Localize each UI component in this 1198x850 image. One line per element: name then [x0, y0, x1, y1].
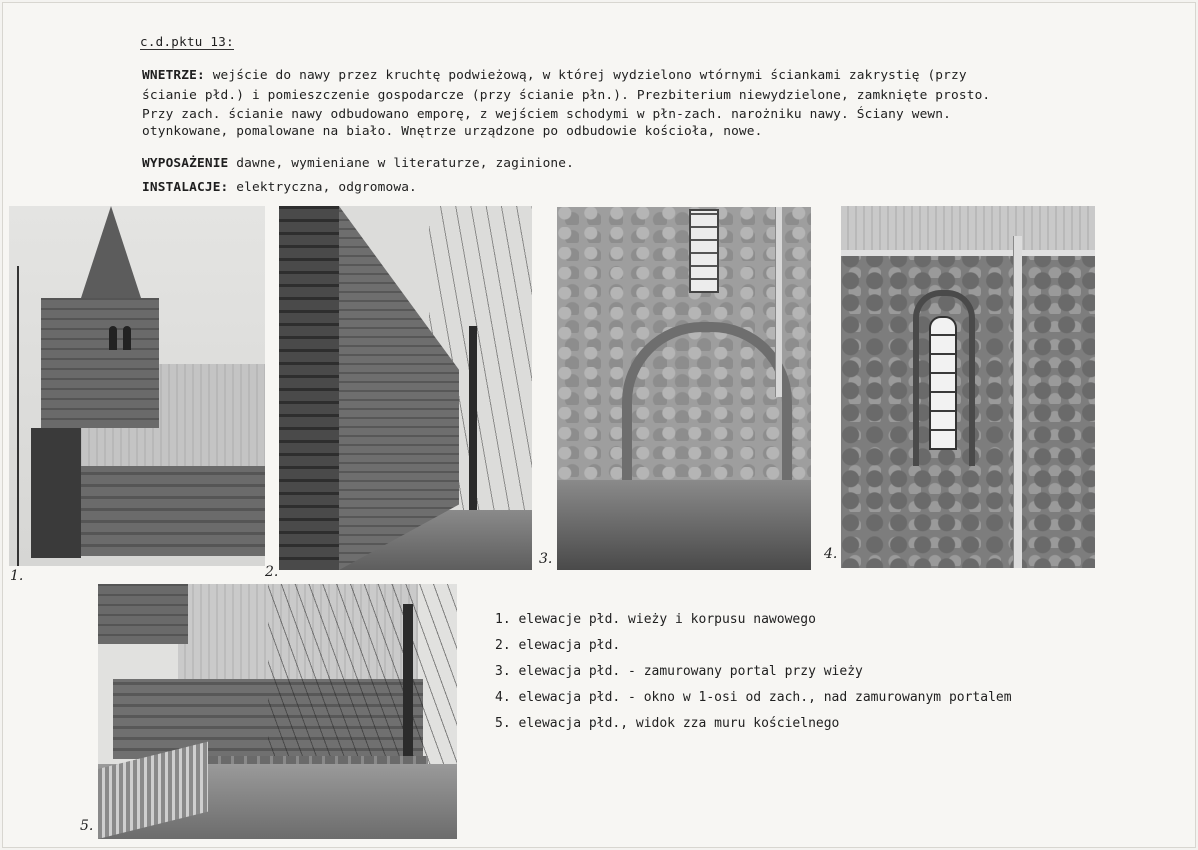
interior-line-2: ścianie płd.) i pomieszczenie gospodarcze (przy ścianie płn.). Prezbiterium niewydzielone, zamknięte prosto. — [142, 87, 991, 103]
photo-1-number: 1. — [10, 568, 24, 584]
caption-2: 2. elewacja płd. — [495, 638, 621, 653]
furnishings-paragraph — [142, 154, 574, 174]
photo-5-number: 5. — [80, 818, 94, 834]
photo-4-number: 4. — [824, 546, 838, 562]
section-header: c.d.pktu 13: — [140, 34, 234, 49]
caption-3: 3. elewacja płd. - zamurowany portal przy wieży — [495, 664, 863, 679]
photo-3-number: 3. — [539, 551, 553, 567]
interior-paragraph — [142, 66, 990, 141]
interior-label: WNETRZE: — [142, 68, 205, 83]
photo-1-church-tower-and-nave — [9, 206, 265, 566]
caption-5: 5. elewacja płd., widok zza muru kościelnego — [495, 716, 840, 731]
photo-4-window-above-portal — [841, 206, 1095, 568]
furnishings-label: WYPOSAŻENIE — [142, 156, 229, 171]
photo-2-south-wall — [279, 206, 532, 570]
installations-text: elektryczna, odgromowa. — [228, 180, 417, 195]
photo-5-view-from-churchyard-wall — [98, 584, 457, 839]
interior-line-4: otynkowane, pomalowane na biało. Wnętrze urządzone po odbudowie kościoła, nowe. — [142, 123, 763, 139]
photo-captions — [495, 607, 1012, 737]
photo-2-number: 2. — [265, 564, 279, 580]
installations-label: INSTALACJE: — [142, 180, 229, 195]
furnishings-text: dawne, wymieniane w literaturze, zaginione. — [228, 156, 574, 171]
installations-paragraph — [142, 178, 417, 198]
interior-line-1: wejście do nawy przez kruchtę podwieżową, w której wydzielono wtórnymi ściankami zakrystię (przy — [204, 68, 967, 83]
photo-3-walled-portal — [557, 207, 811, 570]
caption-1: 1. elewacje płd. wieży i korpusu nawowego — [495, 612, 816, 627]
caption-4: 4. elewacja płd. - okno w 1-osi od zach., nad zamurowanym portalem — [495, 690, 1012, 705]
interior-line-3: Przy zach. ścianie nawy odbudowano emporę, z wejściem schodymi w płn-zach. narożniku nawy. Ściany wewn. — [142, 107, 952, 123]
